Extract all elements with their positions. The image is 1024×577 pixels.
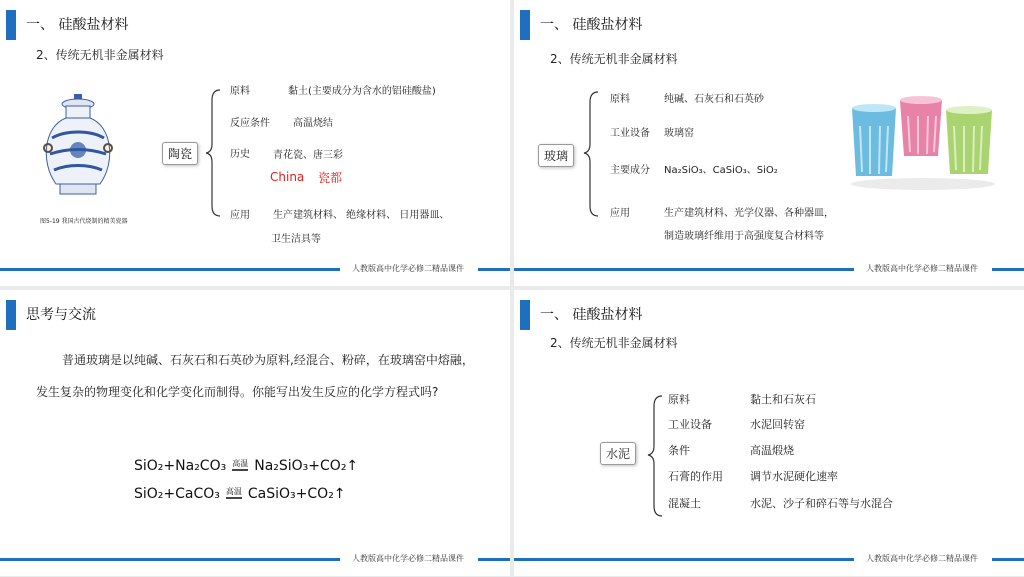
slide-glass[interactable] <box>514 0 1024 286</box>
row-label-raw: 原料 <box>668 393 690 406</box>
footer-line <box>992 268 1024 271</box>
porcelain-vase-image <box>38 92 118 210</box>
equation-2-condition: 高温 <box>226 487 242 499</box>
brace-icon <box>582 90 602 218</box>
slide-subtitle: 2、传统无机非金属材料 <box>36 48 164 62</box>
row-value-raw: 黏土(主要成分为含水的铝硅酸盐) <box>288 86 436 97</box>
equation-2 <box>134 486 346 502</box>
row-value-application: 生产建筑材料、光学仪器、各种器皿， <box>664 208 834 219</box>
equation-1-reactants: SiO₂+Na₂CO₃ <box>134 458 227 474</box>
slide-subtitle: 2、传统无机非金属材料 <box>550 336 678 350</box>
row-value-components: Na₂SiO₃、CaSiO₃、SiO₂ <box>664 165 778 176</box>
row-value-equipment: 水泥回转窑 <box>750 418 805 431</box>
slide-title: 一、 硅酸盐材料 <box>540 17 643 33</box>
slide-footer <box>0 264 510 274</box>
history-porcelain-capital-text: 瓷都 <box>318 171 343 185</box>
slide-subtitle: 2、传统无机非金属材料 <box>550 52 678 66</box>
row-label-raw: 原料 <box>230 86 250 97</box>
row-label-history: 历史 <box>230 149 250 160</box>
category-box-cement: 水泥 <box>600 442 636 465</box>
row-label-application: 应用 <box>230 210 250 221</box>
row-label-condition: 条件 <box>668 444 690 457</box>
row-label-components: 主要成分 <box>610 165 650 176</box>
equation-2-reactants: SiO₂+CaCO₃ <box>134 486 220 502</box>
row-value-condition: 高温烧结 <box>293 118 333 129</box>
row-value-equipment: 玻璃窑 <box>664 128 694 139</box>
row-value-application-line2: 卫生洁具等 <box>271 234 321 245</box>
equation-1-products: Na₂SiO₃+CO₂↑ <box>254 458 359 474</box>
footer-line <box>478 558 510 561</box>
equation-1-condition: 高温 <box>232 459 248 471</box>
footer-line <box>514 558 854 561</box>
discussion-paragraph-line1: 普通玻璃是以纯碱、石灰石和石英砂为原料,经混合、粉碎，在玻璃窑中熔融， <box>62 353 474 367</box>
row-value-concrete: 水泥、沙子和碎石等与水混合 <box>750 497 893 510</box>
row-value-application-line2: 制造玻璃纤维用于高强度复合材料等 <box>664 231 824 242</box>
glass-green-icon <box>946 106 992 174</box>
image-caption: 图5-19 我国古代烧制的精美瓷器 <box>40 218 128 225</box>
row-label-application: 应用 <box>610 208 630 219</box>
equation-2-products: CaSiO₃+CO₂↑ <box>247 486 346 502</box>
footer-text: 人教版高中化学必修二精品课件 <box>866 554 978 563</box>
row-label-raw: 原料 <box>610 94 630 105</box>
row-value-history: 青花瓷、唐三彩 <box>273 150 343 161</box>
slide-cement[interactable] <box>514 290 1024 576</box>
history-china-text: China <box>270 170 305 184</box>
title-accent-bar <box>6 300 16 330</box>
slide-title: 思考与交流 <box>26 307 96 323</box>
discussion-paragraph-line2: 发生复杂的物理变化和化学变化而制得。你能写出发生反应的化学方程式吗? <box>36 385 439 399</box>
footer-line <box>0 558 340 561</box>
slide-footer <box>0 554 510 564</box>
row-value-raw: 黏土和石灰石 <box>750 393 816 406</box>
row-label-equipment: 工业设备 <box>668 418 712 431</box>
row-label-equipment: 工业设备 <box>610 128 650 139</box>
footer-text: 人教版高中化学必修二精品课件 <box>352 264 464 273</box>
title-accent-bar <box>520 300 530 330</box>
slide-title: 一、 硅酸盐材料 <box>540 307 643 323</box>
glass-blue-icon <box>852 104 896 176</box>
title-accent-bar <box>520 10 530 40</box>
row-label-concrete: 混凝土 <box>668 497 701 510</box>
brace-icon <box>646 394 666 518</box>
category-box-ceramics: 陶瓷 <box>162 142 198 165</box>
row-value-application: 生产建筑材料、 绝缘材料、 日用器皿、 <box>273 210 450 221</box>
glass-pink-icon <box>900 96 942 156</box>
row-value-gypsum: 调节水泥硬化速率 <box>750 470 838 483</box>
footer-line <box>0 268 340 271</box>
slide-discussion[interactable] <box>0 290 510 576</box>
equation-1 <box>134 458 358 474</box>
row-label-condition: 反应条件 <box>230 118 270 129</box>
footer-line <box>478 268 510 271</box>
footer-text: 人教版高中化学必修二精品课件 <box>352 554 464 563</box>
slide-ceramics[interactable] <box>0 0 510 286</box>
slide-title: 一、 硅酸盐材料 <box>26 17 129 33</box>
slide-footer <box>514 264 1024 274</box>
footer-line <box>992 558 1024 561</box>
footer-line <box>514 268 854 271</box>
title-accent-bar <box>6 10 16 40</box>
row-value-raw: 纯碱、石灰石和石英砂 <box>664 94 764 105</box>
footer-text: 人教版高中化学必修二精品课件 <box>866 264 978 273</box>
brace-icon <box>204 88 224 218</box>
slide-footer <box>514 554 1024 564</box>
row-value-condition: 高温煅烧 <box>750 444 794 457</box>
colored-glasses-image <box>848 96 998 192</box>
row-label-gypsum: 石膏的作用 <box>668 470 723 483</box>
category-box-glass: 玻璃 <box>538 144 574 167</box>
